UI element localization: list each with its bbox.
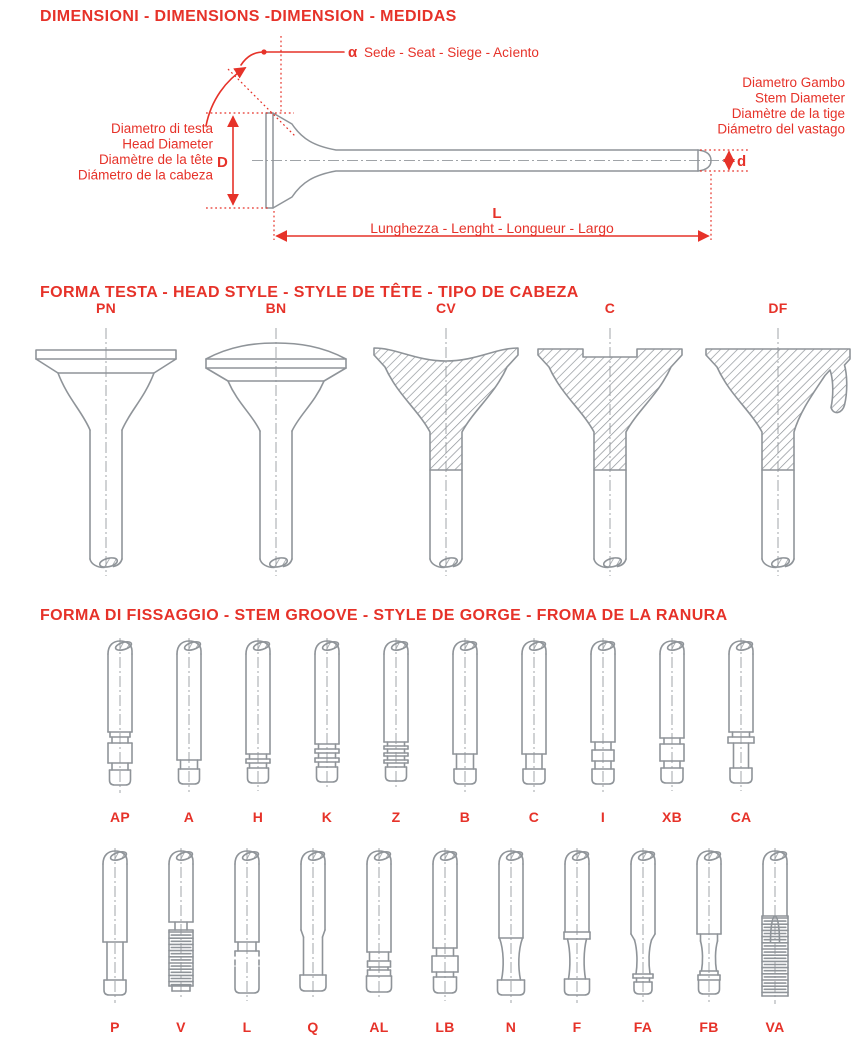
stem-groove-label: VA <box>765 1019 785 1035</box>
head-style-drawing-c <box>524 318 696 583</box>
stem-groove-item-ca <box>708 636 774 828</box>
stem-groove-drawing-fa <box>610 846 676 1016</box>
head-style-drawing-df <box>692 318 860 583</box>
stem-groove-item-xb <box>639 636 705 828</box>
stem-groove-label: F <box>572 1019 582 1035</box>
stem-groove-item-lb <box>412 846 478 1038</box>
stem-diameter-line-es: Diámetro del vastago <box>717 121 845 137</box>
head-style-item-df <box>692 298 860 583</box>
head-style-item-bn <box>190 298 362 583</box>
valve-dimension-diagram <box>0 28 860 270</box>
stem-diameter-symbol: d <box>737 153 747 170</box>
stem-diameter-line-en: Stem Diameter <box>754 90 845 106</box>
stem-groove-label: FA <box>633 1019 653 1035</box>
head-style-item-c <box>524 298 696 583</box>
stem-groove-item-c <box>501 636 567 828</box>
stem-groove-item-l <box>214 846 280 1038</box>
section-title-dimensions: DIMENSIONI - DIMENSIONS -DIMENSION - MEDIDAS <box>40 8 457 25</box>
stem-groove-item-f <box>544 846 610 1038</box>
seat-label: Sede - Seat - Siege - Acìento <box>364 45 539 60</box>
stem-diameter-label <box>717 75 845 137</box>
valve-side-view-drawing <box>252 113 728 208</box>
stem-groove-item-al <box>346 846 412 1038</box>
head-diameter-line-en: Head Diameter <box>122 136 213 152</box>
stem-groove-drawing-ca <box>708 636 774 806</box>
head-style-drawing-pn <box>20 318 192 583</box>
stem-groove-label: LB <box>435 1019 455 1035</box>
stem-groove-drawing-c <box>501 636 567 806</box>
stem-groove-item-i <box>570 636 636 828</box>
stem-groove-item-n <box>478 846 544 1038</box>
head-style-drawing-bn <box>190 318 362 583</box>
stem-groove-label: K <box>321 809 333 825</box>
head-diameter-label <box>78 121 214 183</box>
stem-groove-label: FB <box>699 1019 719 1035</box>
dimension-annotations <box>206 36 748 240</box>
stem-groove-drawing-a <box>156 636 222 806</box>
stem-groove-label: I <box>600 809 606 825</box>
stem-groove-label: C <box>528 809 540 825</box>
stem-groove-item-z <box>363 636 429 828</box>
head-style-item-cv <box>360 298 532 583</box>
stem-groove-label: Z <box>391 809 401 825</box>
stem-groove-label: B <box>459 809 471 825</box>
stem-groove-label: P <box>110 1019 120 1035</box>
head-style-item-pn <box>20 298 192 583</box>
stem-groove-drawing-n <box>478 846 544 1016</box>
stem-groove-label: Q <box>307 1019 319 1035</box>
head-diameter-symbol: D <box>217 154 228 171</box>
stem-groove-drawing-fb <box>676 846 742 1016</box>
stem-groove-drawing-f <box>544 846 610 1016</box>
stem-groove-item-fb <box>676 846 742 1038</box>
head-style-label: C <box>604 300 616 316</box>
stem-groove-drawing-b <box>432 636 498 806</box>
stem-groove-drawing-ap <box>87 636 153 806</box>
stem-groove-label: A <box>183 809 195 825</box>
head-style-drawing-cv <box>360 318 532 583</box>
head-style-label: CV <box>435 300 457 316</box>
head-style-label: BN <box>265 300 287 316</box>
stem-groove-drawing-al <box>346 846 412 1016</box>
stem-groove-item-va <box>742 846 808 1038</box>
stem-groove-label: CA <box>730 809 752 825</box>
head-diameter-line-es: Diámetro de la cabeza <box>77 167 213 183</box>
stem-groove-drawing-v <box>148 846 214 1016</box>
stem-groove-item-ap <box>87 636 153 828</box>
length-symbol: L <box>492 205 502 222</box>
stem-groove-label: XB <box>661 809 683 825</box>
section-title-stem-groove: FORMA DI FISSAGGIO - STEM GROOVE - STYLE DE GORGE - FROMA DE LA RANURA <box>40 607 728 624</box>
stem-groove-drawing-xb <box>639 636 705 806</box>
stem-groove-drawing-l <box>214 846 280 1016</box>
stem-groove-drawing-z <box>363 636 429 806</box>
head-diameter-line-fr: Diamètre de la tête <box>98 152 213 167</box>
stem-groove-item-p <box>82 846 148 1038</box>
stem-groove-drawing-i <box>570 636 636 806</box>
stem-groove-drawing-va <box>742 846 808 1016</box>
stem-groove-item-fa <box>610 846 676 1038</box>
stem-groove-item-a <box>156 636 222 828</box>
stem-groove-label: H <box>252 809 264 825</box>
stem-groove-label: AL <box>369 1019 389 1035</box>
stem-groove-item-k <box>294 636 360 828</box>
stem-groove-item-b <box>432 636 498 828</box>
head-style-label: PN <box>95 300 117 316</box>
stem-groove-drawing-k <box>294 636 360 806</box>
length-label: Lunghezza - Lenght - Longueur - Largo <box>370 220 614 236</box>
head-style-label: DF <box>768 300 788 316</box>
stem-diameter-line-it: Diametro Gambo <box>742 75 845 90</box>
stem-groove-label: V <box>176 1019 186 1035</box>
stem-groove-item-q <box>280 846 346 1038</box>
head-diameter-line-it: Diametro di testa <box>110 121 213 136</box>
section-title-head-style: FORMA TESTA - HEAD STYLE - STYLE DE TÊTE - TIPO DE CABEZA <box>40 284 579 301</box>
stem-groove-item-v <box>148 846 214 1038</box>
stem-diameter-line-fr: Diamètre de la tige <box>731 106 845 121</box>
stem-groove-drawing-h <box>225 636 291 806</box>
stem-groove-label: AP <box>109 809 131 825</box>
stem-groove-drawing-p <box>82 846 148 1016</box>
alpha-symbol: α <box>348 44 358 61</box>
stem-groove-drawing-q <box>280 846 346 1016</box>
stem-groove-item-h <box>225 636 291 828</box>
stem-groove-label: L <box>242 1019 252 1035</box>
stem-groove-drawing-lb <box>412 846 478 1016</box>
stem-groove-label: N <box>505 1019 517 1035</box>
